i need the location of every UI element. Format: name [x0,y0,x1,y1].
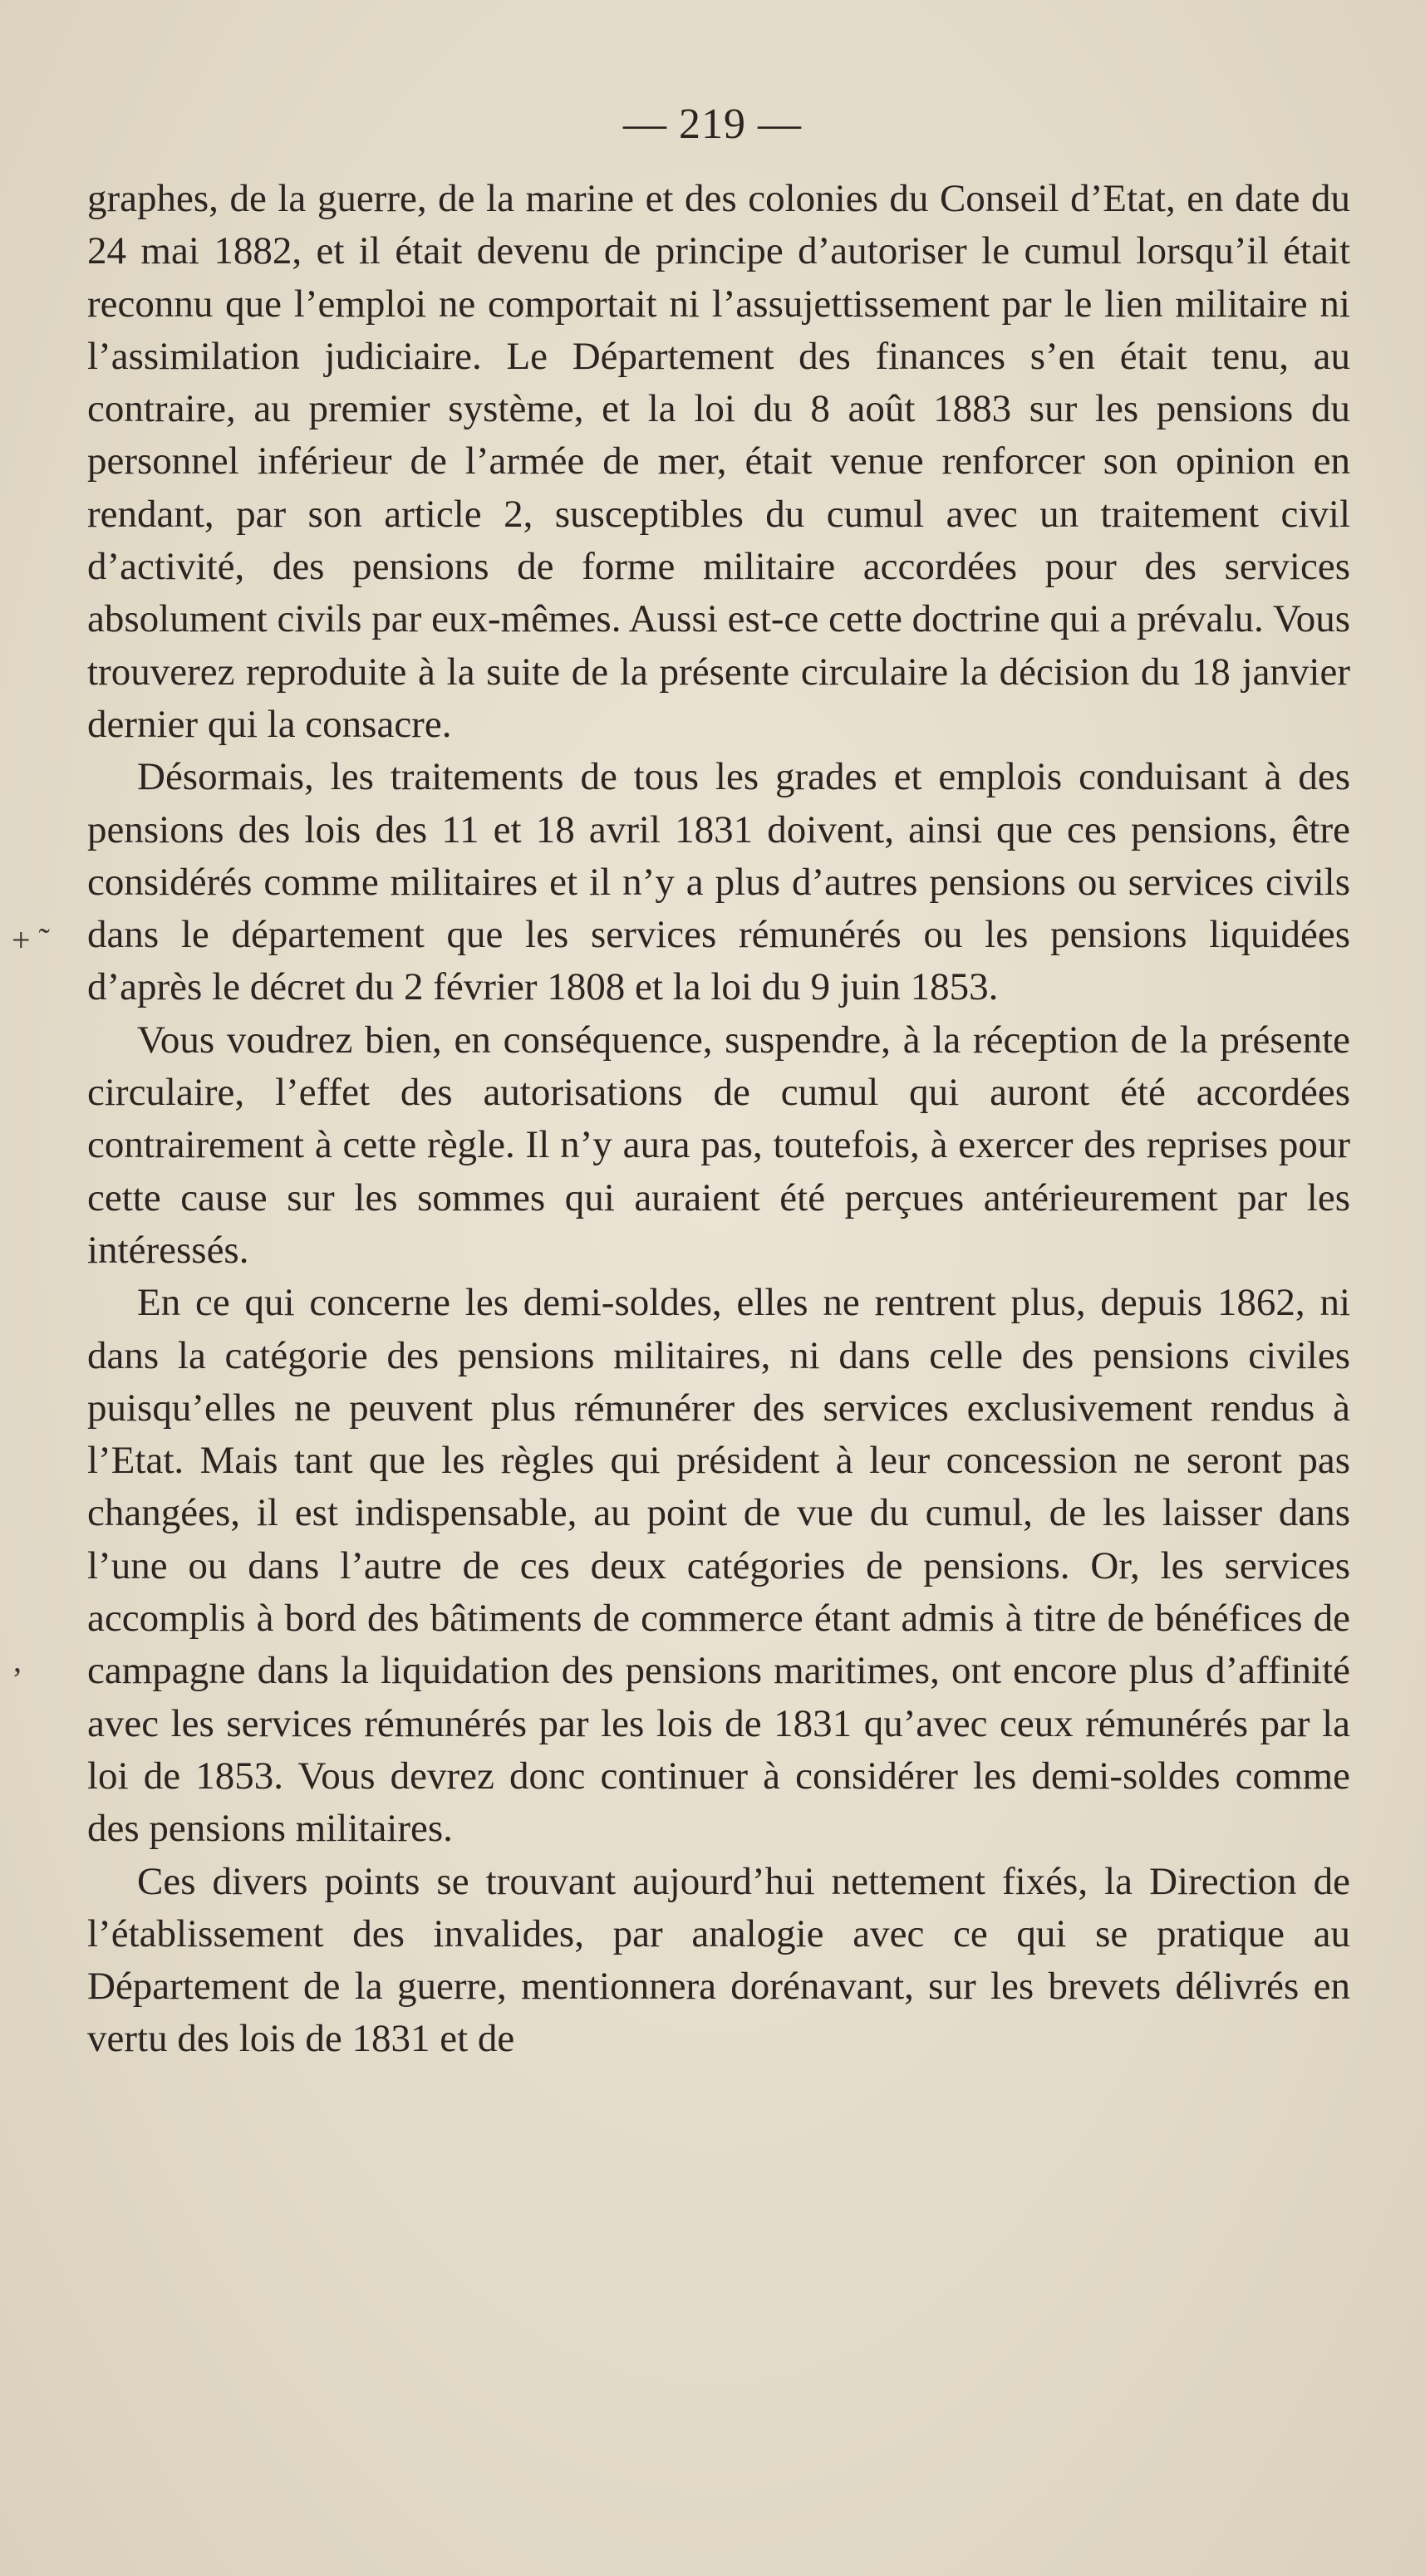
body-text [87,173,1350,2066]
page-number: — 219 — [623,101,802,148]
paragraph: Ces divers points se trouvant aujourd’hui nettement fixés, la Direction de l’établissement des invalides, par analogie avec ce qui se pratique au Département de la guerre, mentionnera dorénavant, sur les brevets délivrés en vertu des lois de 1831 et de [87,1859,1350,2061]
paragraph: En ce qui concerne les demi-soldes, elles ne rentrent plus, depuis 1862, ni dans la catégorie des pensions militaires, ni dans celle des pensions civiles puisqu’elles ne peuvent plus rémunérer des services exclusivement rendus à l’Etat. Mais tant que les règles qui président à leur concession ne seront pas changées, il est indispensable, au point de vue du cumul, de les laisser dans l’une ou dans l’autre de ces deux catégories de pensions. Or, les services accomplis à bord des bâtiments de commerce étant admis à titre de bénéfices de campagne dans la liquidation des pensions maritimes, ont encore plus d’affinité avec les services rémunérés par les lois de 1831 qu’avec ceux rémunérés par la loi de 1853. Vous devrez donc continuer à considérer les demi-soldes comme des pensions militaires. [87,1281,1350,1851]
paragraph: graphes, de la guerre, de la marine et des colonies du Conseil d’Etat, en date du 24 mai 1882, et il était devenu de principe d’autoriser le cumul lorsqu’il était reconnu que l’emploi ne comportait ni l’assujettissement par le lien militaire ni l’assimilation judiciaire. Le Département des finances s’en était tenu, au contraire, au premier système, et la loi du 8 août 1883 sur les pensions du personnel inférieur de l’armée de mer, était venue renforcer son opinion en rendant, par son article 2, susceptibles du cumul avec un traitement civil d’activité, des pensions de forme militaire accordées pour des services absolument civils par eux-mêmes. Aussi est-ce cette doctrine qui a prévalu. Vous trouverez reproduite à la suite de la présente circulaire la décision du 18 janvier dernier qui la consacre. [87,177,1350,746]
margin-mark: + ˜ [12,921,50,959]
paragraph: Désormais, les traitements de tous les grades et emplois conduisant à des pensions des lois des 11 et 18 avril 1831 doivent, ainsi que ces pensions, être considérés comme militaires et il n’y a plus d’autres pensions ou services civils dans le département que les services rémunérés ou les pensions liquidées d’après le décret du 2 février 1808 et la loi du 9 juin 1853. [87,755,1350,1009]
paragraph: Vous voudrez bien, en conséquence, suspendre, à la réception de la présente circulaire, l’effet des autorisations de cumul qui auront été accordées contrairement à cette règle. Il n’y aura pas, toutefois, à exercer des reprises pour cette cause sur les sommes qui auraient été perçues antérieurement par les intéressés. [87,1018,1350,1272]
margin-mark: ʼ [12,1661,23,1698]
